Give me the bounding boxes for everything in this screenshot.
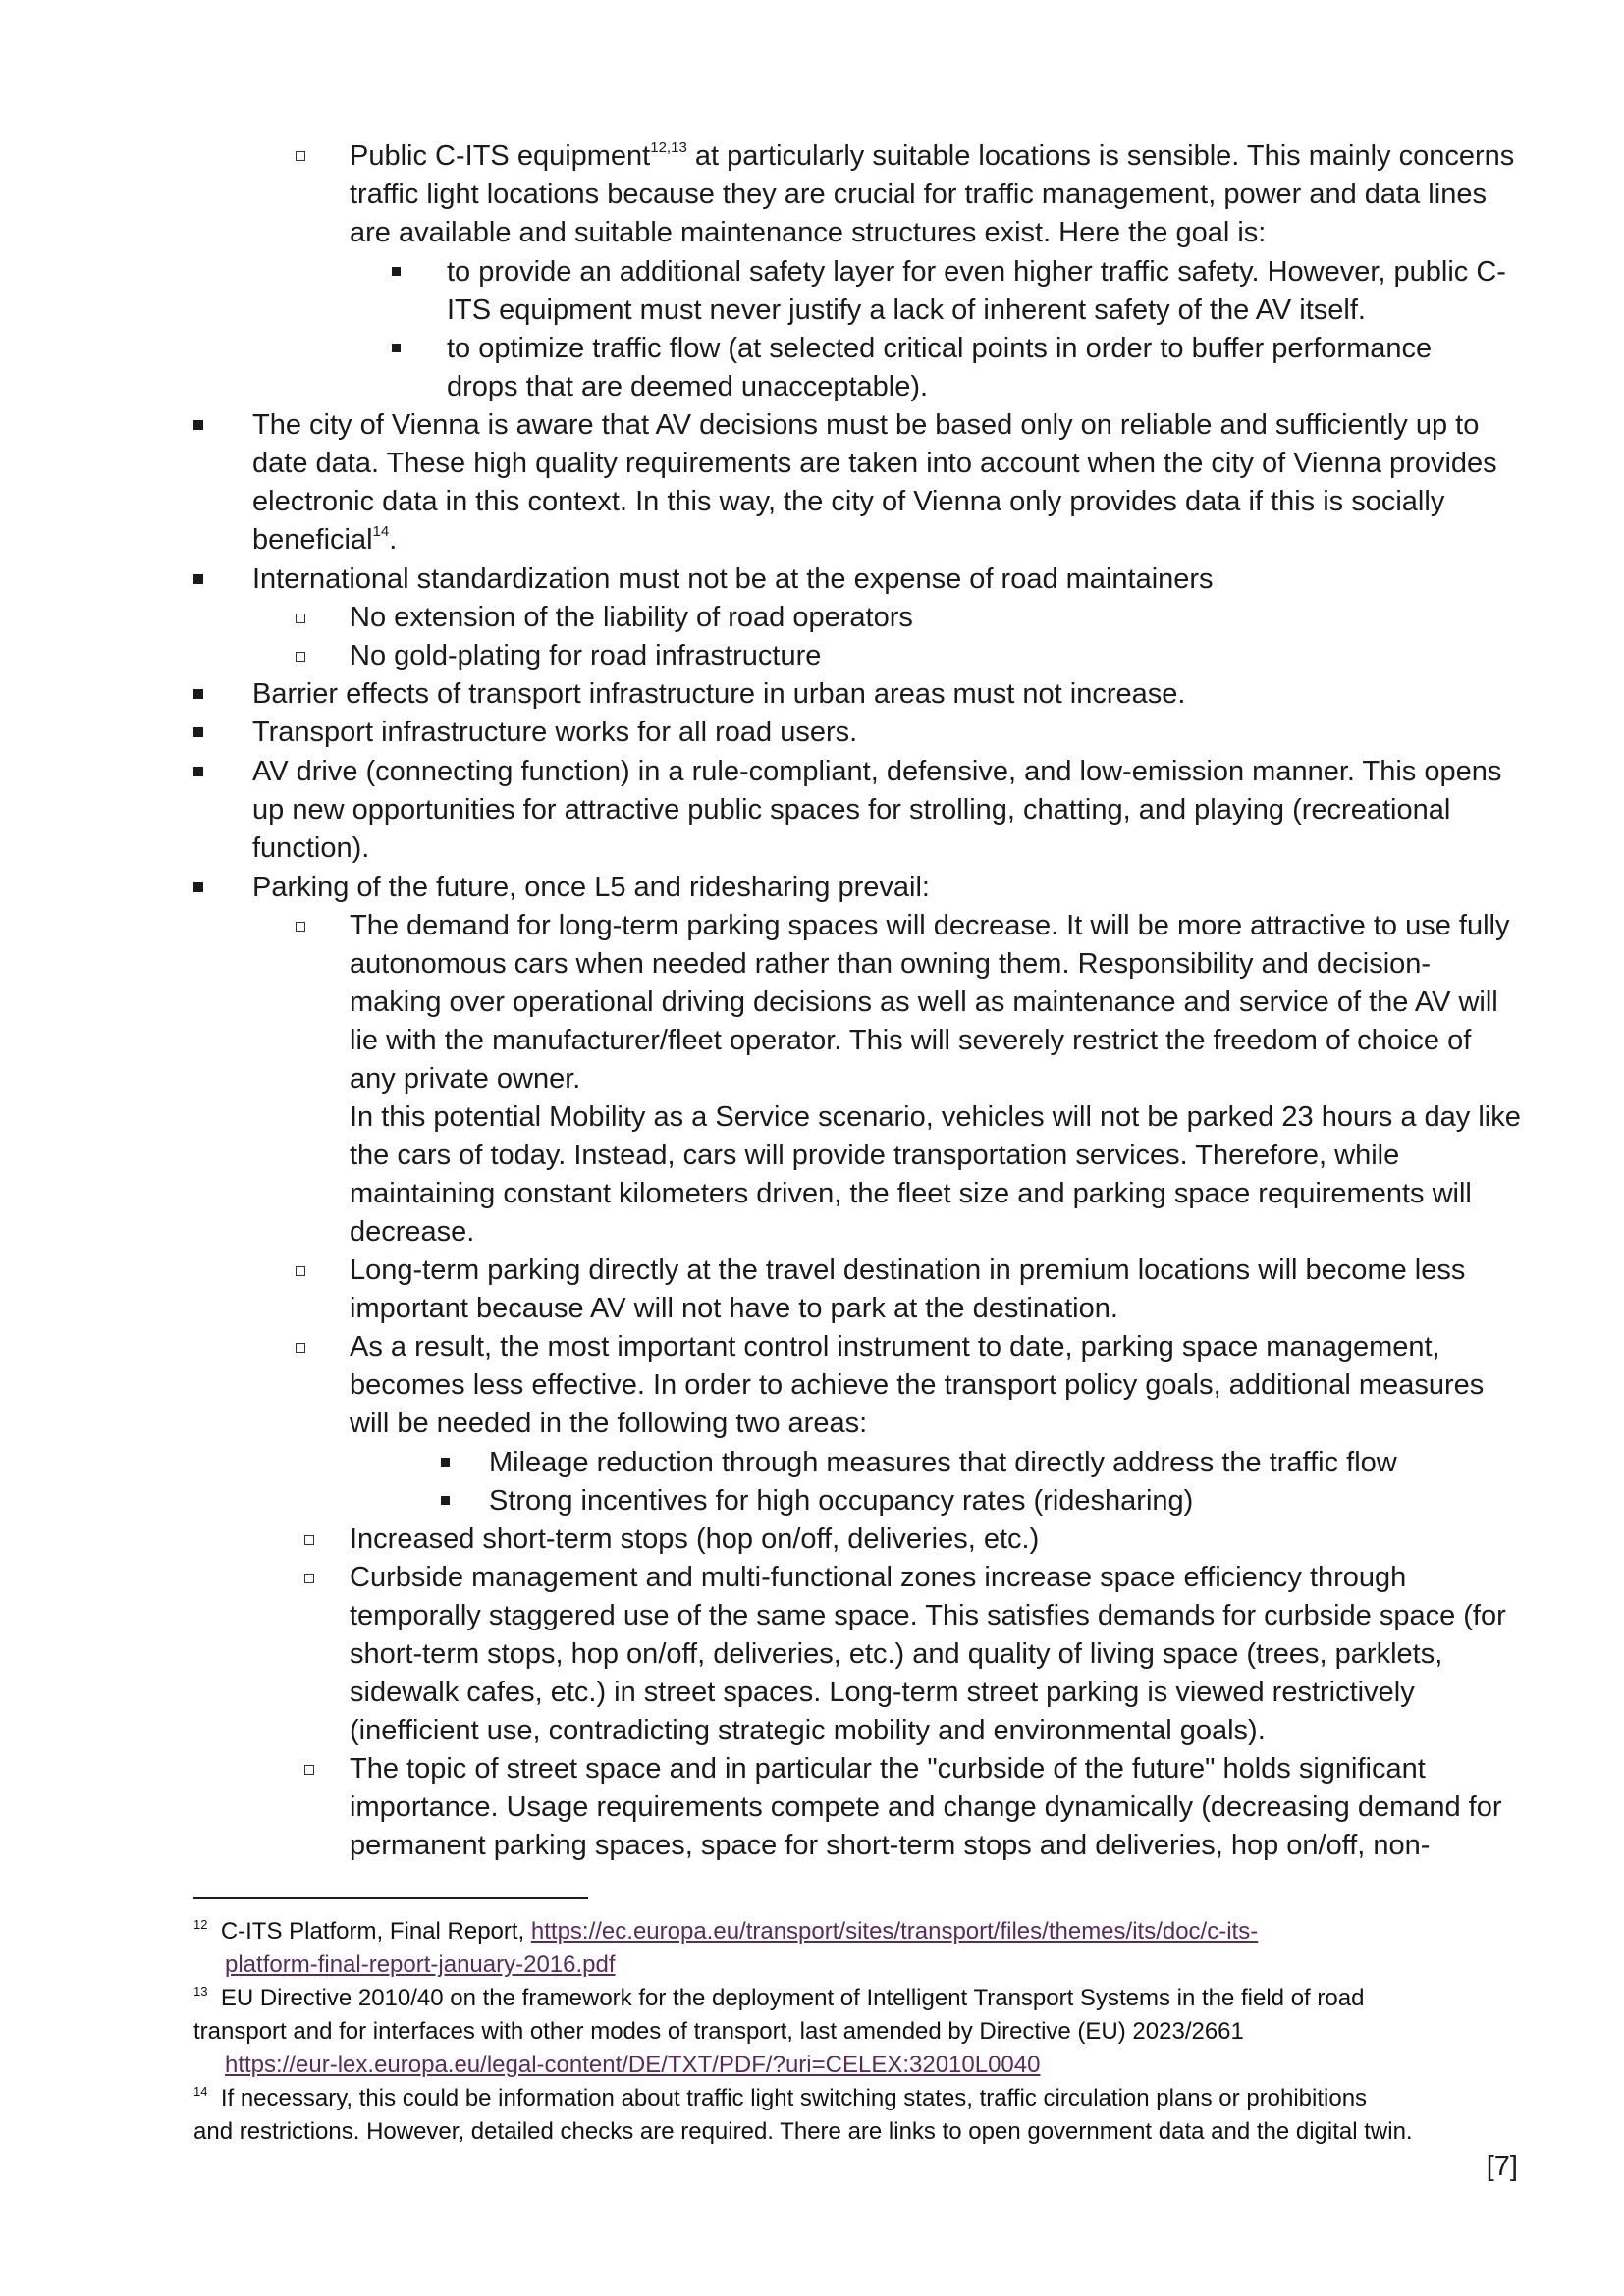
works-line: Transport infrastructure works for all road users. [252, 717, 858, 748]
square-bullet [193, 727, 203, 737]
footnote-separator [193, 1897, 588, 1899]
hollow-square-bullet [296, 614, 305, 623]
demand-line-3: making over operational driving decisions as well as maintenance and service of the AV will [350, 987, 1498, 1018]
goal-1-line-1: to provide an additional safety layer for even higher traffic safety. However, public C- [447, 256, 1506, 288]
demand-line-8: maintaining constant kilometers driven, the fleet size and parking space requirements will [350, 1178, 1472, 1209]
longterm-line-2: important because AV will not have to park at the destination. [350, 1293, 1118, 1324]
result-line-1: As a result, the most important control instrument to date, parking space management, [350, 1331, 1440, 1362]
square-bullet [392, 344, 401, 352]
square-bullet [193, 420, 203, 430]
topic-line-2: importance. Usage requirements compete and change dynamically (decreasing demand for [350, 1791, 1502, 1823]
longterm-line-1: Long-term parking directly at the travel destination in premium locations will become less [350, 1255, 1466, 1286]
topic-line-3: permanent parking spaces, space for short-term stops and deliveries, hop on/off, non- [350, 1830, 1431, 1861]
footnote-ref-12-13[interactable]: 12,13 [650, 139, 687, 156]
footnote-14-line-2: and restrictions. However, detailed checks are required. There are links to open government data and the digital twin. [193, 2118, 1413, 2145]
area-1-line: Mileage reduction through measures that directly address the traffic flow [489, 1447, 1397, 1478]
vienna-line-2: date data. These high quality requirements are taken into account when the city of Vienna provides [252, 448, 1497, 479]
footnote-12-link[interactable]: https://ec.europa.eu/transport/sites/transport/files/themes/its/doc/c-its- [530, 1918, 1259, 1945]
topic-line-1: The topic of street space and in particular the "curbside of the future" holds significant [350, 1753, 1426, 1785]
vienna-line-4: beneficial$^{14}$. [252, 523, 398, 556]
square-bullet [392, 267, 401, 276]
standardization-sub-2: No gold-plating for road infrastructure [350, 640, 822, 671]
square-bullet [193, 574, 203, 584]
c-its-line-3: are available and suitable maintenance structures exist. Here the goal is: [350, 217, 1267, 248]
curbside-line-3: short-term stops, hop on/off, deliveries, etc.) and quality of living space (trees, parklets, [350, 1638, 1443, 1670]
goal-1-line-2: ITS equipment must never justify a lack of inherent safety of the AV itself. [447, 294, 1366, 326]
footnote-14-number: 14 [193, 2084, 208, 2099]
demand-line-6: In this potential Mobility as a Service scenario, vehicles will not be parked 23 hours a day like [350, 1101, 1521, 1133]
av-drive-line-2: up new opportunities for attractive public spaces for strolling, chatting, and playing (recreational [252, 794, 1451, 826]
demand-line-4: lie with the manufacturer/fleet operator. This will severely restrict the freedom of choice of [350, 1025, 1472, 1056]
shortterm-line: Increased short-term stops (hop on/off, deliveries, etc.) [350, 1523, 1040, 1555]
footnote-13-link[interactable]: https://eur-lex.europa.eu/legal-content/DE/TXT/PDF/?uri=CELEX:32010L0040 [225, 2052, 1041, 2078]
curbside-line-4: sidewalk cafes, etc.) in street spaces. Long-term street parking is viewed restrictively [350, 1677, 1415, 1708]
demand-line-2: autonomous cars when needed rather than owning them. Responsibility and decision- [350, 948, 1432, 980]
result-line-3: will be needed in the following two areas: [350, 1408, 868, 1439]
result-line-2: becomes less effective. In order to achieve the transport policy goals, additional measures [350, 1369, 1485, 1401]
av-drive-line-1: AV drive (connecting function) in a rule-compliant, defensive, and low-emission manner. This opens [252, 756, 1502, 787]
square-bullet [441, 1458, 450, 1467]
footnote-12-line-2 [225, 1949, 616, 1982]
square-bullet [441, 1496, 450, 1505]
c-its-line-1: Public C-ITS equipment$^{12,13}$ at particularly suitable locations is sensible. This mainly concerns [350, 139, 1515, 172]
barrier-line: Barrier effects of transport infrastructure in urban areas must not increase. [252, 678, 1186, 710]
standardization-line: International standardization must not be at the expense of road maintainers [252, 563, 1214, 595]
hollow-square-bullet [304, 1574, 314, 1583]
av-drive-line-3: function). [252, 832, 370, 864]
hollow-square-bullet [296, 151, 305, 161]
footnote-13-line-1: $^{13}$ EU Directive 2010/40 on the framework for the deployment of Intelligent Transport Systems in the field of road [193, 1984, 1365, 2011]
footnote-13-number: 13 [193, 1984, 208, 1999]
parking-line: Parking of the future, once L5 and ridesharing prevail: [252, 872, 930, 903]
page-number: [7] [1486, 2151, 1518, 2182]
demand-line-9: decrease. [350, 1216, 475, 1248]
hollow-square-bullet [296, 922, 305, 932]
footnote-14-line-1: $^{14}$ If necessary, this could be information about traffic light switching states, traffic circulation plans or prohibitions [193, 2084, 1368, 2111]
goal-2-line-2: drops that are deemed unacceptable). [447, 371, 929, 402]
footnote-ref-14[interactable]: 14 [372, 523, 390, 540]
hollow-square-bullet [304, 1765, 314, 1775]
hollow-square-bullet [296, 652, 305, 662]
vienna-line-1: The city of Vienna is aware that AV decisions must be based only on reliable and sufficiently up to [252, 409, 1480, 441]
standardization-sub-1: No extension of the liability of road operators [350, 602, 913, 633]
demand-line-1: The demand for long-term parking spaces will decrease. It will be more attractive to use fully [350, 910, 1510, 941]
demand-line-7: the cars of today. Instead, cars will provide transportation services. Therefore, while [350, 1140, 1400, 1171]
square-bullet [193, 689, 203, 699]
footnote-13-line-3 [225, 2049, 1040, 2082]
area-2-line: Strong incentives for high occupancy rates (ridesharing) [489, 1485, 1194, 1517]
curbside-line-2: temporally staggered use of the same space. This satisfies demands for curbside space (for [350, 1600, 1506, 1631]
demand-line-5: any private owner. [350, 1063, 581, 1095]
vienna-line-3: electronic data in this context. In this way, the city of Vienna only provides data if this is socially [252, 486, 1445, 517]
goal-2-line-1: to optimize traffic flow (at selected critical points in order to buffer performance [447, 333, 1433, 364]
curbside-line-1: Curbside management and multi-functional zones increase space efficiency through [350, 1562, 1407, 1593]
square-bullet [193, 767, 203, 776]
footnote-13-line-2: transport and for interfaces with other modes of transport, last amended by Directive (EU) 2023/2661 [193, 2018, 1244, 2045]
hollow-square-bullet [304, 1535, 314, 1545]
footnote-12-number: 12 [193, 1917, 208, 1932]
c-its-line-2: traffic light locations because they are crucial for traffic management, power and data lines [350, 179, 1487, 210]
footnote-12-link-cont[interactable]: platform-final-report-january-2016.pdf [225, 1951, 616, 1978]
curbside-line-5: (inefficient use, contradicting strategic mobility and environmental goals). [350, 1715, 1266, 1746]
hollow-square-bullet [296, 1343, 305, 1353]
hollow-square-bullet [296, 1266, 305, 1276]
square-bullet [193, 882, 203, 892]
footnote-12-line-1: $^{12}$ C-ITS Platform, Final Report, https://ec.europa.eu/transport/sites/transport/files/themes/its/doc/c-its- [193, 1917, 1259, 1945]
